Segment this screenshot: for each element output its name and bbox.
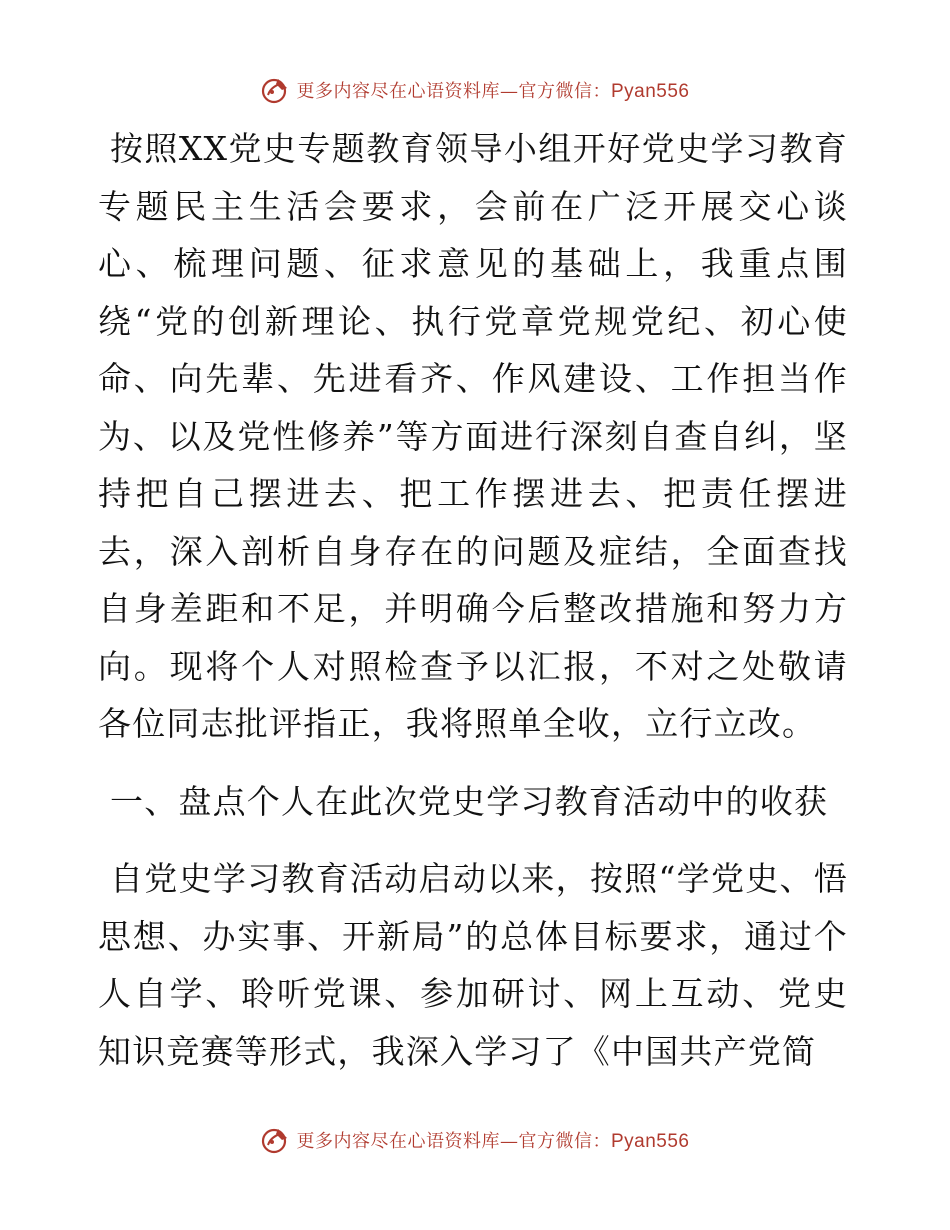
watermark-text: 更多内容尽在心语资料库—官方微信：Pyan556 (296, 81, 690, 102)
section-heading-1: 一、盘点个人在此次党史学习教育活动中的收获 (110, 781, 829, 821)
pen-logo-icon (260, 1125, 290, 1155)
header-watermark (0, 70, 950, 110)
pen-logo-icon (260, 75, 290, 105)
document-body (98, 120, 848, 1080)
footer-watermark (0, 1120, 950, 1160)
paragraph-intro: 按照XX党史专题教育领导小组开好党史学习教育专题民主生活会要求，会前在广泛开展交心谈心、梳理问题、征求意见的基础上，我重点围绕“党的创新理论、执行党章党规党纪、初心使命、向先辈、先进看齐、作风建设、工作担当作为、以及党性修养”等方面进行深刻自查自纠，坚持把自己摆进去、把工作摆进去、把责任摆进去，深入剖析自身存在的问题及症结，全面查找自身差距和不足，并明确今后整改措施和努力方向。现将个人对照检查予以汇报，不对之处敬请各位同志批评指正，我将照单全收，立行立改。 (98, 129, 848, 743)
watermark-text: 更多内容尽在心语资料库—官方微信：Pyan556 (296, 1131, 690, 1152)
paragraph-harvest: 自党史学习教育活动启动以来，按照“学党史、悟思想、办实事、开新局”的总体目标要求，通过个人自学、聆听党课、参加研讨、网上互动、党史知识竞赛等形式，我深入学习了《中国共产党简 (98, 859, 848, 1071)
